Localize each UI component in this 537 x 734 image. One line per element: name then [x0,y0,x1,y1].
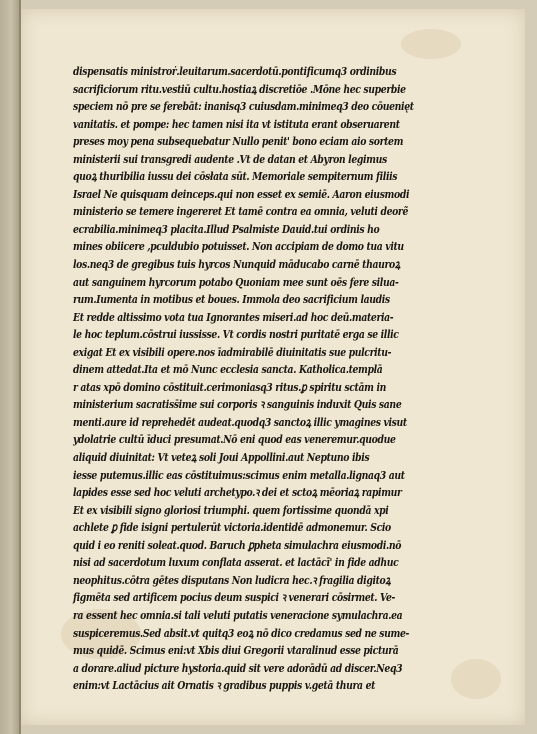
text-line: achlete ꝑ fide isigni pertulerūt victoria.identidē admonemur. Scio [73,520,391,535]
text-line: Et ex visibili signo gloriosi triumphi. quem fortissime quondā xpi [73,502,389,517]
text-line: exigat Et ex visibili opere.nos īadmirabilē diuinitatis sue pulcritu- [73,344,392,359]
text-line: r atas xpō domino cōstituit.cerimoniasq3 ritus.ꝑ spiritu sctām in [73,379,386,394]
text-line: ministerii sui transgredi audente .Vt de datan et Abyron legimus [73,151,387,166]
text-line: Et redde altissimo vota tua Ignorantes miseri.ad hoc deū.materia- [73,309,394,324]
text-line: ministerio se temere ingereret Et tamē contra ea omnia, veluti deorẽ [73,204,409,219]
book-spine [0,0,20,734]
text-line: sacrificiorum ritu.vestiū cultu.hostiaꝝ discretiōe .Mōne hec superbie [73,81,406,96]
text-line: suspiceremus.Sed absit.vt quitq3 eoꝝ nō dico credamus sed ne sume- [73,625,410,640]
paper-stain [401,29,461,59]
text-line: aut sanguinem hyrcorum potabo Quoniam mee sunt oēs fere silua- [73,274,399,289]
text-line: ydolatrie cultū īduci presumat.Nō eni quod eas veneremur.quodue [73,432,396,447]
text-line: le hoc teplum.cōstrui iussisse. Vt cordis nostri puritatē erga se illic [73,327,399,342]
text-line: ra essent hec omnia.si tali veluti putatis veneracione symulachra.ea [73,607,403,622]
text-line: ecrabilia.minimeq3 placita.Illud Psalmiste Dauid.tui ordinis ho [73,221,380,236]
text-line: quid i eo reniti soleat.quod. Baruch ꝑpheta simulachra eiusmodi.nō [73,537,402,552]
text-line: los.neq3 de gregibus tuis hyrcos Nunquid māducabo carnē thauroꝝ [73,257,400,272]
text-line: enim:vt Lactācius ait Ornatis ꝛ gradibus puppis v.getā thura et [73,678,376,693]
text-line: Israel Ne quisquam deinceps.qui non esset ex semiē. Aaron eiusmodi [73,186,410,201]
text-line: a dorare.aliud picture hystoria.quid sit vere adorādū ad discer.Neq3 [73,660,403,675]
text-line: menti.aure id reprehedēt audeat.quodq3 sanctoꝝ illic ymagines visut [73,414,407,429]
text-line: vanitatis. et pompe: hec tamen nisi ita vt istituta erant obseruarent [73,116,400,131]
text-line: speciem nō pre se ferebāt: inanisq3 cuiusdam.minimeq3 deo cōuenięt [73,99,414,114]
text-line: dinem attedat.Ita et mō Nunc ecclesia sancta. Katholica.templā [73,362,383,377]
text-line: neophitus.cōtra gētes disputans Non ludicra hec.ꝛ fragilia digitoꝝ [73,572,391,587]
text-line: lapides esse sed hoc veluti archetypo.ꝛ dei et sctoꝝ mēoriaꝝ rapimur [73,485,402,500]
text-line: aliquid diuinitat: Vt veteꝝ soli Joui Appollini.aut Neptuno ibis [73,450,370,465]
text-line: preses moy pena subsequebatur Nullo penit' bono eciam aio sortem [73,134,404,149]
text-line: mus quidē. Scimus eni:vt Xbis diui Gregorii vtaralinud esse picturā [73,643,399,658]
text-line: iesse putemus.illic eas cōstituimus:scimus enim metalla.lignaq3 aut [73,467,405,482]
text-block [73,63,508,695]
text-line: rum.Iumenta in motibus et boues. Immola deo sacrificium laudis [73,292,390,307]
text-line: quoꝝ thuribilia iussu dei cōsłata sūt. Memoriale sempiternum filiis [73,169,398,184]
text-line: nisi ad sacerdotum luxum conflata asserat. et lactācī' in fide adhuc [73,555,399,570]
text-line: mines obiicere ,pculdubio potuisset. Non accipiam de domo tua vitu [73,239,404,254]
text-line: ministerium sacratiss̄ime sui corporis ꝛ sanguinis induxit Quis sane [73,397,402,412]
text-line: figmēta sed artificem pocius deum suspici ꝛ venerari cōsirmet. Ve- [73,590,396,605]
text-line: dispensatis ministroṙ.leuitarum.sacerdotū.pontificumq3 ordinibus [73,64,397,78]
